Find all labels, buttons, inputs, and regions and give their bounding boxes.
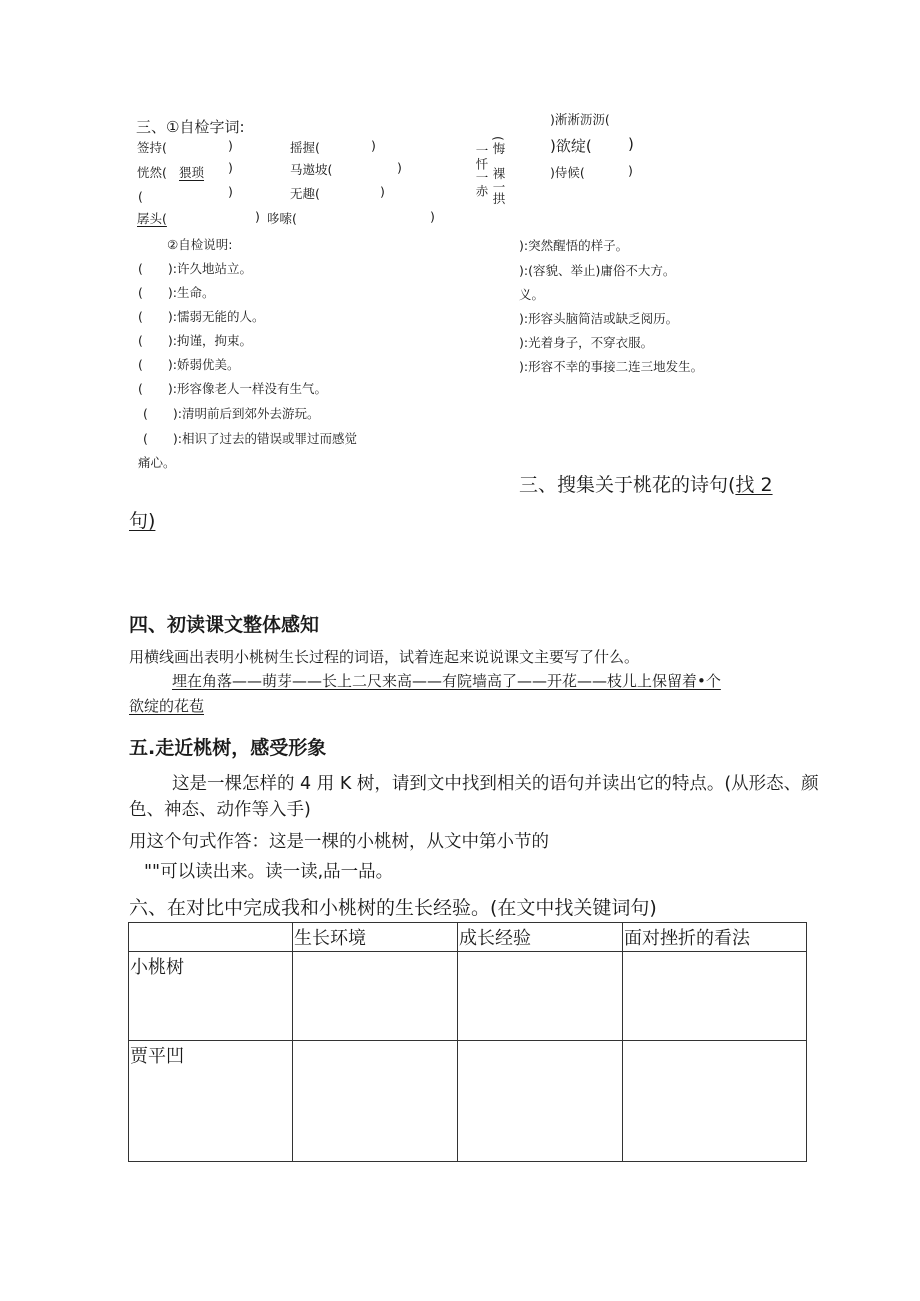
word-huangran-close: ) bbox=[228, 160, 233, 175]
word-chantou: 孱头( bbox=[137, 211, 167, 226]
vertical-word-luoyi: 裸一 bbox=[491, 167, 506, 194]
explain-left-item: ( ):形容像老人一样没有生气。 bbox=[138, 381, 327, 396]
word-weisuo: 猥琐 bbox=[179, 165, 205, 180]
word-wuqu: 无趣( bbox=[290, 186, 320, 201]
section4-instruction: 用横线画出表明小桃树生长过程的词语，试着连起来说说课文主要写了什么。 bbox=[129, 648, 640, 666]
explain-left-item: ( ):许久地站立。 bbox=[138, 261, 252, 276]
vertical-word-gong: 拱 bbox=[491, 192, 506, 206]
row-label-author: 贾平凹 bbox=[129, 1041, 293, 1162]
explain-right-item: ):形容头脑简洁或缺乏阅历。 bbox=[519, 311, 679, 326]
word-xixilili: )淅淅沥沥( bbox=[550, 112, 610, 127]
word-maaopo: 马遨坡( bbox=[290, 162, 333, 177]
cell-peach-attitude[interactable] bbox=[623, 952, 807, 1041]
explain-left-item: ( ):清明前后到郊外去游玩。 bbox=[143, 406, 320, 421]
explain-left-item: ( ):相识了过去的错误或罪过而感觉 bbox=[143, 431, 357, 446]
section4-title: 四、初读课文整体感知 bbox=[129, 614, 320, 636]
cell-author-experience[interactable] bbox=[458, 1041, 623, 1162]
table-row bbox=[129, 952, 807, 1041]
cell-peach-environment[interactable] bbox=[293, 952, 458, 1041]
cell-author-attitude[interactable] bbox=[623, 1041, 807, 1162]
word-blank-open: ( bbox=[138, 189, 143, 204]
explain-left-item: ( ):生命。 bbox=[138, 285, 215, 300]
vertical-word-hui: (悔 bbox=[491, 136, 506, 156]
table-header-attitude: 面对挫折的看法 bbox=[623, 923, 807, 952]
explain-left-item: ( ):懦弱无能的人。 bbox=[138, 309, 265, 324]
cell-peach-experience[interactable] bbox=[458, 952, 623, 1041]
word-shihou-close: ) bbox=[628, 163, 633, 178]
table-header-row bbox=[129, 923, 807, 952]
table-header-blank bbox=[129, 923, 293, 952]
explain-right-item: ):(容貌、举止)庸俗不大方。 bbox=[519, 263, 676, 278]
word-maaopo-close: ) bbox=[397, 160, 402, 175]
comparison-table bbox=[128, 922, 807, 1162]
word-yuzhan-close: ) bbox=[628, 135, 634, 153]
table-header-environment: 生长环境 bbox=[293, 923, 458, 952]
word-duosuo-close: ) bbox=[430, 209, 435, 224]
word-wuqu-close: ) bbox=[380, 184, 385, 199]
section5-para1b: 色、神态、动作等入手) bbox=[129, 800, 311, 820]
self-check-heading: 三、①自检字词: bbox=[136, 118, 245, 136]
section5-para3: ""可以读出来。读一读,品一品。 bbox=[144, 862, 394, 882]
table-header-experience: 成长经验 bbox=[458, 923, 623, 952]
explain-left-item: ( ):拘谨，拘束。 bbox=[138, 333, 252, 348]
explain-right-item: 义。 bbox=[519, 287, 545, 302]
word-huangran: 恍然( bbox=[137, 165, 167, 180]
cell-author-environment[interactable] bbox=[293, 1041, 458, 1162]
section5-para1: 这是一棵怎样的 4 用 K 树，请到文中找到相关的语句并读出它的特点。(从形态、颜 bbox=[172, 774, 819, 794]
word-blank-close: ) bbox=[228, 184, 233, 199]
word-qianchi-close: ) bbox=[228, 138, 233, 153]
section4-answer-line1: 埋在角落——萌芽——长上二尺来高——有院墙高了——开花——枝儿上保留着•个 bbox=[172, 672, 721, 690]
section4-answer-line2: 欲绽的花苞 bbox=[129, 697, 205, 715]
poem-section-title bbox=[519, 470, 773, 497]
section6-title: 六、在对比中完成我和小桃树的生长经验。(在文中找关键词句) bbox=[129, 897, 657, 919]
word-shihou: )侍候( bbox=[550, 165, 585, 180]
section5-title: 五.走近桃树，感受形象 bbox=[129, 737, 327, 759]
word-duosuo: 哆嗦( bbox=[267, 211, 297, 226]
vertical-word-chan-chi: 一忏一赤 bbox=[474, 144, 489, 198]
row-label-peach-tree: 小桃树 bbox=[129, 952, 293, 1041]
word-chantou-close: ) bbox=[255, 209, 260, 224]
table-row bbox=[129, 1041, 807, 1162]
word-yaowo-close: ) bbox=[371, 138, 376, 153]
explain-left-tail: 痛心。 bbox=[138, 455, 176, 470]
section5-para2: 用这个句式作答：这是一棵的小桃树，从文中第小节的 bbox=[129, 832, 549, 852]
explain-right-item: ):光着身子，不穿衣服。 bbox=[519, 335, 654, 350]
word-yaowo: 摇握( bbox=[290, 140, 320, 155]
explain-right-item: ):突然醒悟的样子。 bbox=[519, 238, 629, 253]
poem-title-a: 三、搜集关于桃花的诗句( bbox=[519, 474, 736, 496]
word-qianchi: 签持( bbox=[137, 140, 167, 155]
explain-right-item: ):形容不幸的事接二连三地发生。 bbox=[519, 359, 704, 374]
word-yuzhan: )欲绽( bbox=[550, 137, 592, 155]
explain-heading: ②自检说明: bbox=[167, 237, 233, 252]
poem-title-c: 句) bbox=[129, 510, 156, 532]
explain-left-item: ( ):娇弱优美。 bbox=[138, 357, 240, 372]
poem-title-b: 找 2 bbox=[735, 474, 773, 496]
